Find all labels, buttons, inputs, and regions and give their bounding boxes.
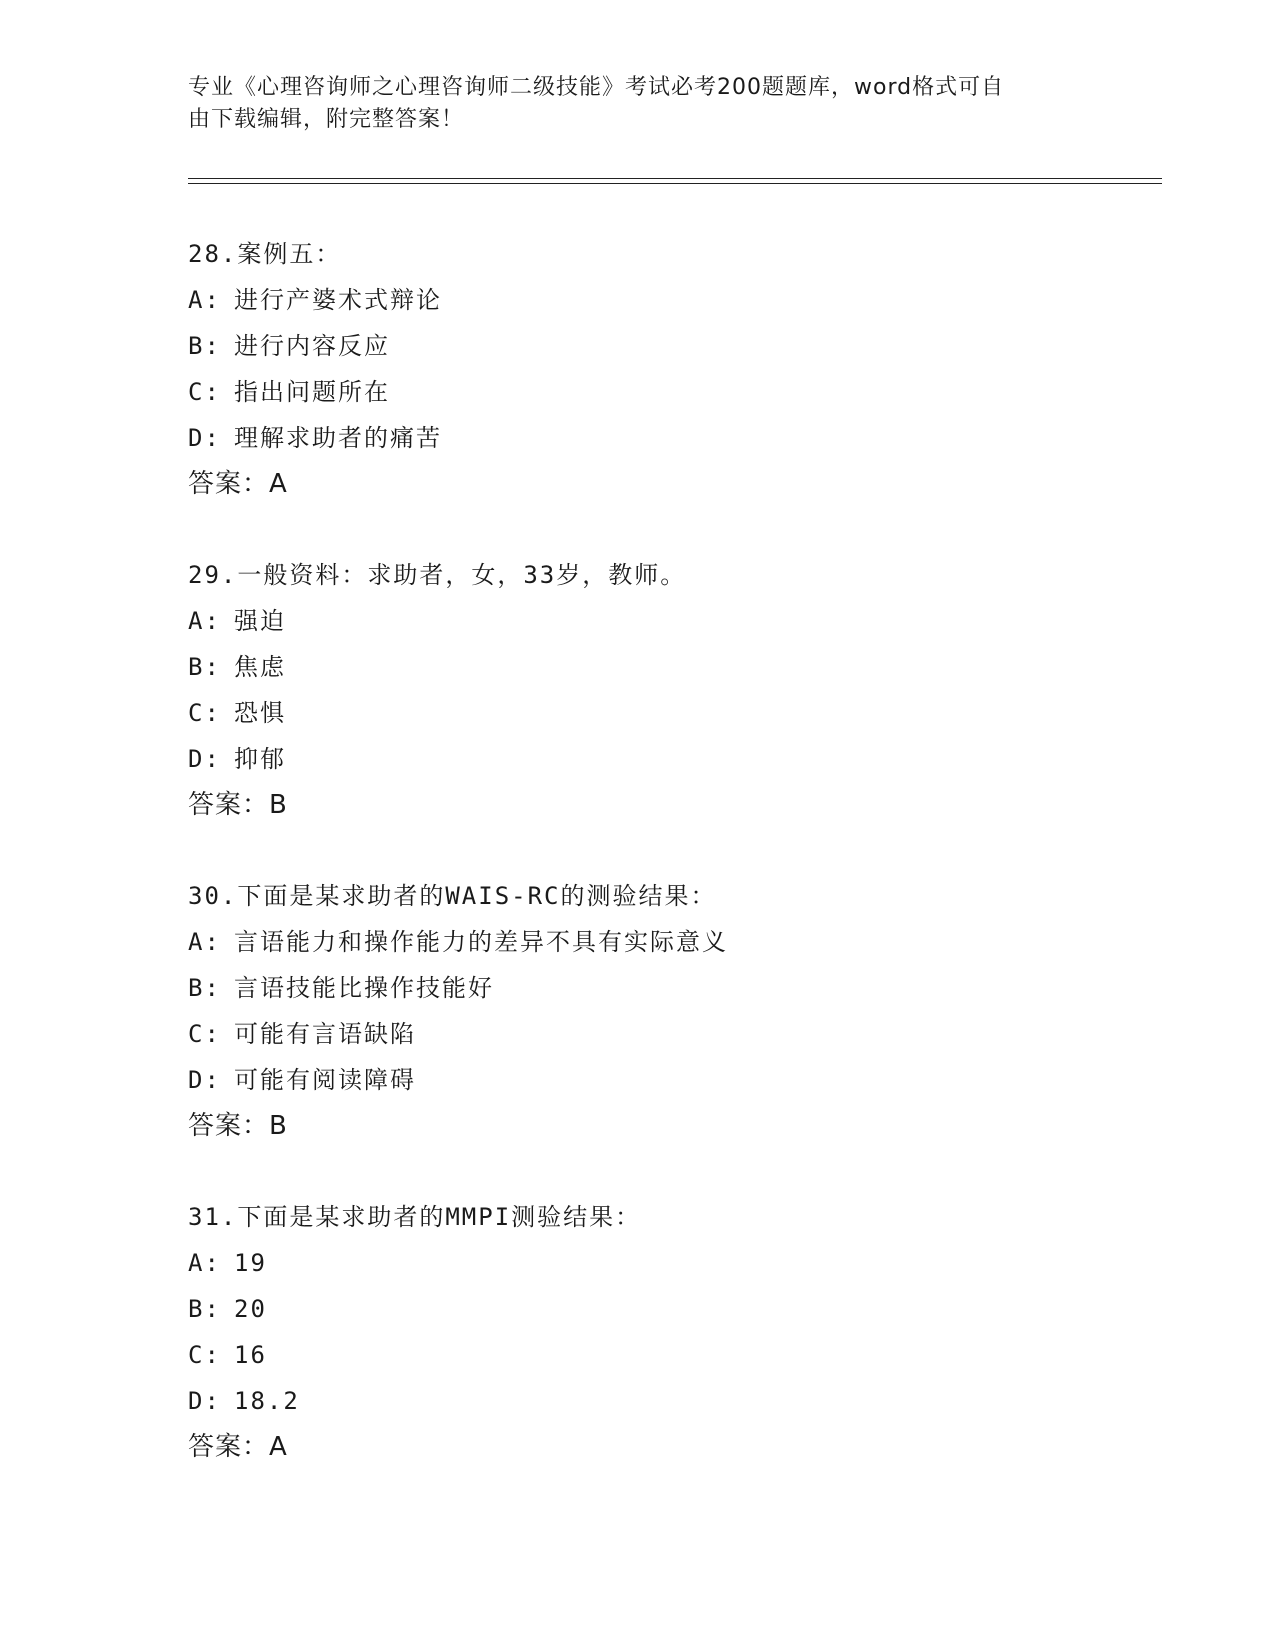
option-text: 19 [234, 1249, 267, 1277]
option-letter: D: [188, 424, 221, 452]
question-stem: 29.一般资料：求助者，女，33岁，教师。 [188, 561, 687, 589]
option-c [188, 1332, 1088, 1378]
option-text: 焦虑 [234, 653, 286, 681]
option-letter: B: [188, 332, 221, 360]
answer-line: 答案：B [188, 1111, 288, 1141]
option-letter: B: [188, 974, 221, 1002]
option-text: 16 [234, 1341, 267, 1369]
option-letter: C: [188, 378, 221, 406]
option-text: 言语技能比操作技能好 [234, 974, 494, 1002]
option-b [188, 644, 1088, 690]
option-text: 言语能力和操作能力的差异不具有实际意义 [234, 928, 728, 956]
option-text: 进行产婆术式辩论 [234, 286, 442, 314]
option-text: 20 [234, 1295, 267, 1323]
option-b [188, 1286, 1088, 1332]
option-text: 强迫 [234, 607, 286, 635]
option-letter: B: [188, 653, 221, 681]
header-line-2: 由下载编辑，附完整答案！ [188, 107, 465, 132]
option-letter: B: [188, 1295, 221, 1323]
option-c [188, 1011, 1088, 1057]
option-letter: C: [188, 1020, 221, 1048]
option-a [188, 277, 1088, 323]
question-30 [188, 873, 1088, 1149]
option-c [188, 690, 1088, 736]
question-28 [188, 231, 1088, 507]
option-letter: C: [188, 1341, 221, 1369]
option-b [188, 965, 1088, 1011]
option-text: 进行内容反应 [234, 332, 390, 360]
option-letter: A: [188, 1249, 221, 1277]
option-letter: A: [188, 607, 221, 635]
option-a [188, 598, 1088, 644]
option-b [188, 323, 1088, 369]
option-text: 可能有阅读障碍 [234, 1066, 416, 1094]
option-d [188, 736, 1088, 782]
question-31 [188, 1194, 1088, 1470]
answer-line: 答案：A [188, 469, 288, 499]
option-letter: D: [188, 745, 221, 773]
header-line-1: 专业《心理咨询师之心理咨询师二级技能》考试必考200题题库，word格式可自 [188, 75, 1005, 100]
document-header [188, 72, 1068, 136]
option-a [188, 1240, 1088, 1286]
option-text: 可能有言语缺陷 [234, 1020, 416, 1048]
option-letter: D: [188, 1066, 221, 1094]
option-letter: A: [188, 928, 221, 956]
option-letter: A: [188, 286, 221, 314]
header-divider-top [188, 178, 1162, 179]
option-letter: D: [188, 1387, 221, 1415]
option-d [188, 1378, 1088, 1424]
answer-line: 答案：B [188, 790, 288, 820]
option-a [188, 919, 1088, 965]
option-text: 理解求助者的痛苦 [234, 424, 442, 452]
option-text: 指出问题所在 [234, 378, 390, 406]
header-divider-bottom [188, 183, 1162, 184]
question-stem: 31.下面是某求助者的MMPI测验结果： [188, 1203, 642, 1231]
option-d [188, 415, 1088, 461]
option-d [188, 1057, 1088, 1103]
question-stem: 28.案例五： [188, 240, 342, 268]
option-text: 18.2 [234, 1387, 300, 1415]
question-29 [188, 552, 1088, 828]
option-c [188, 369, 1088, 415]
option-letter: C: [188, 699, 221, 727]
option-text: 抑郁 [234, 745, 286, 773]
question-stem: 30.下面是某求助者的WAIS-RC的测验结果： [188, 882, 717, 910]
answer-line: 答案：A [188, 1432, 288, 1462]
option-text: 恐惧 [234, 699, 286, 727]
